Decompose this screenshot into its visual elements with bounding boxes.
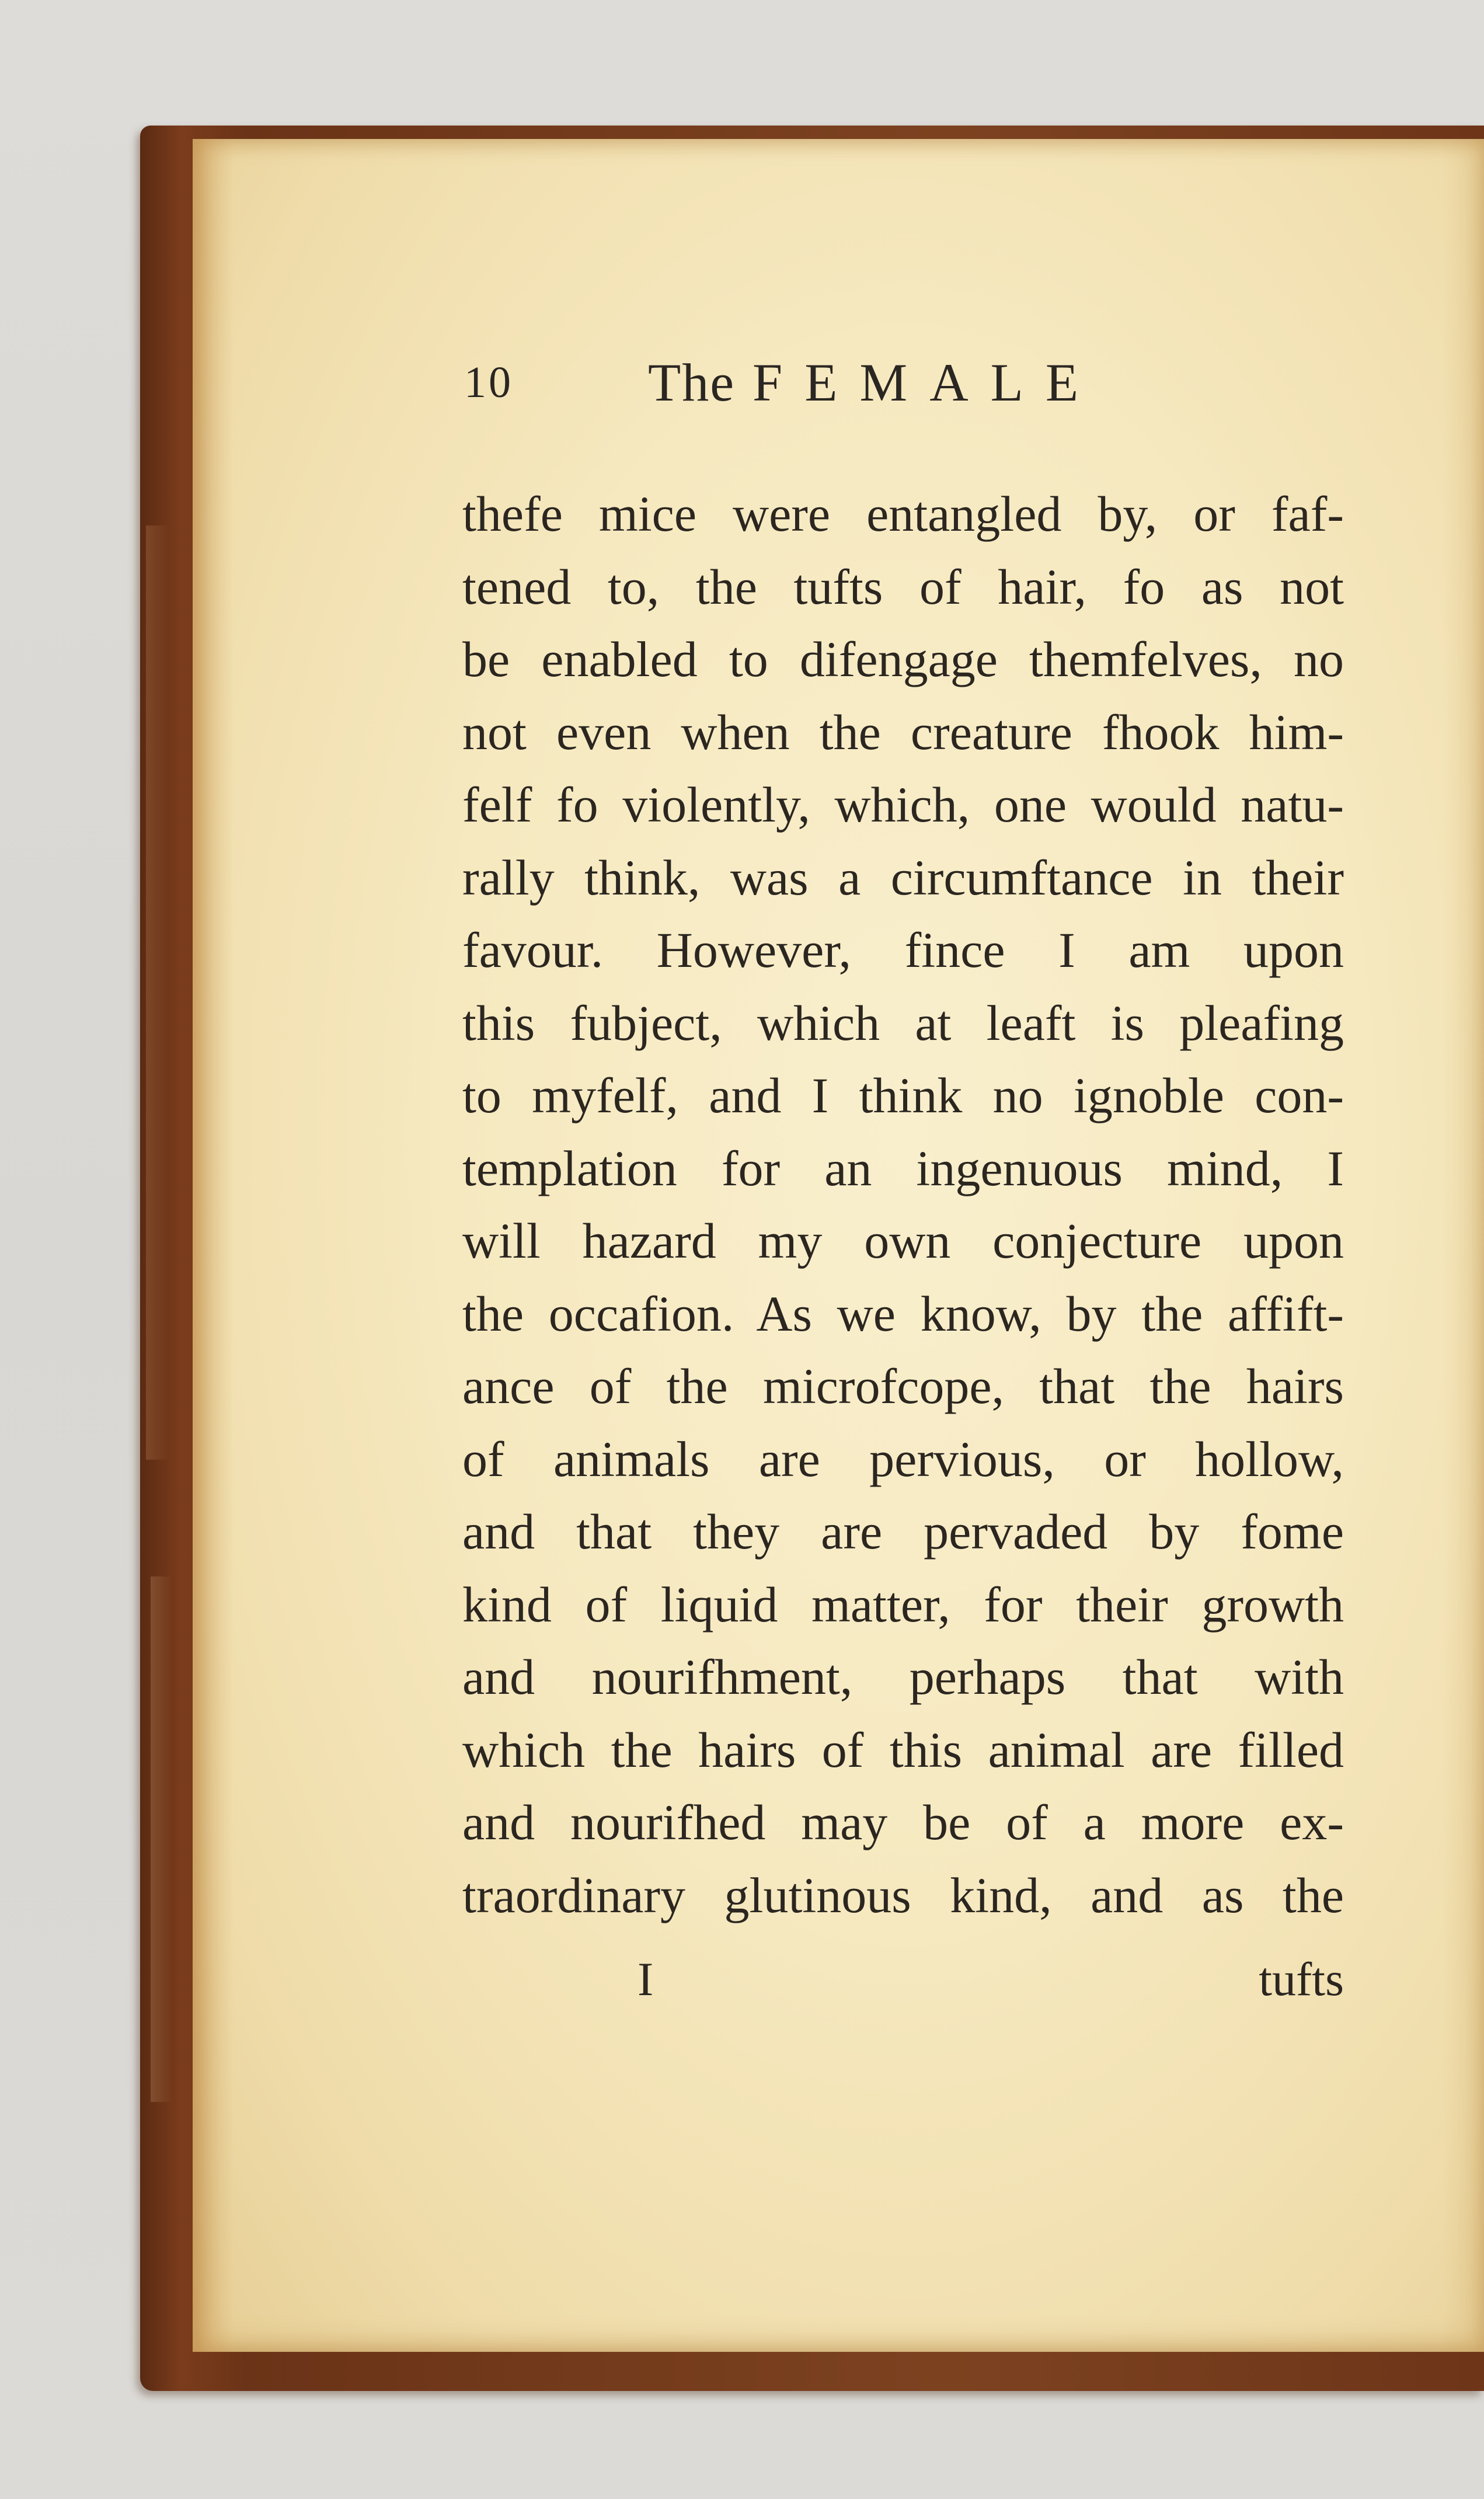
running-title-word: The <box>648 353 736 412</box>
text-line: favour. However, fince I am upon <box>462 922 1344 978</box>
running-title-caps: FEMALE <box>753 353 1101 412</box>
running-title <box>648 350 1100 415</box>
text-line: traordinary glutinous kind, and as the <box>462 1867 1344 1923</box>
text-line: of animals are pervious, or hollow, <box>462 1431 1344 1487</box>
page-edge-stain <box>193 139 234 2352</box>
text-line: ance of the microfcope, that the hairs <box>462 1358 1344 1414</box>
text-line: templation for an ingenuous mind, I <box>462 1140 1344 1196</box>
text-line: to myfelf, and I think no ignoble con- <box>462 1067 1344 1123</box>
text-line: rally think, was a circumftance in their <box>462 849 1344 906</box>
cover-wear-mark <box>146 525 169 1460</box>
text-line: not even when the creature fhook him- <box>462 704 1344 760</box>
text-line: felf fo violently, which, one would natu- <box>462 777 1344 833</box>
signature-mark: I <box>638 1952 654 2006</box>
text-line: and nourifhment, perhaps that with <box>462 1649 1344 1705</box>
text-line: and nourifhed may be of a more ex- <box>462 1794 1344 1850</box>
text-line: thefe mice were entangled by, or faf- <box>462 486 1344 542</box>
page-footer <box>462 1944 1344 2014</box>
catchword: tufts <box>1259 1952 1344 2006</box>
running-head <box>464 350 1223 415</box>
text-line: will hazard my own conjecture upon <box>462 1213 1344 1269</box>
text-line: be enabled to difengage themfelves, no <box>462 631 1344 687</box>
cover-wear-mark <box>151 1576 172 2102</box>
text-line: tened to, the tufts of hair, fo as not <box>462 558 1344 615</box>
body-text <box>462 478 1344 1931</box>
text-line: the occafion. As we know, by the affift- <box>462 1285 1344 1342</box>
text-line: this fubject, which at leaft is pleafing <box>462 994 1344 1051</box>
text-line: which the hairs of this animal are filled <box>462 1721 1344 1778</box>
text-line: kind of liquid matter, for their growth <box>462 1576 1344 1633</box>
page-number: 10 <box>464 358 513 407</box>
text-line: and that they are pervaded by fome <box>462 1503 1344 1560</box>
page-gutter-shadow <box>1442 139 1484 2352</box>
